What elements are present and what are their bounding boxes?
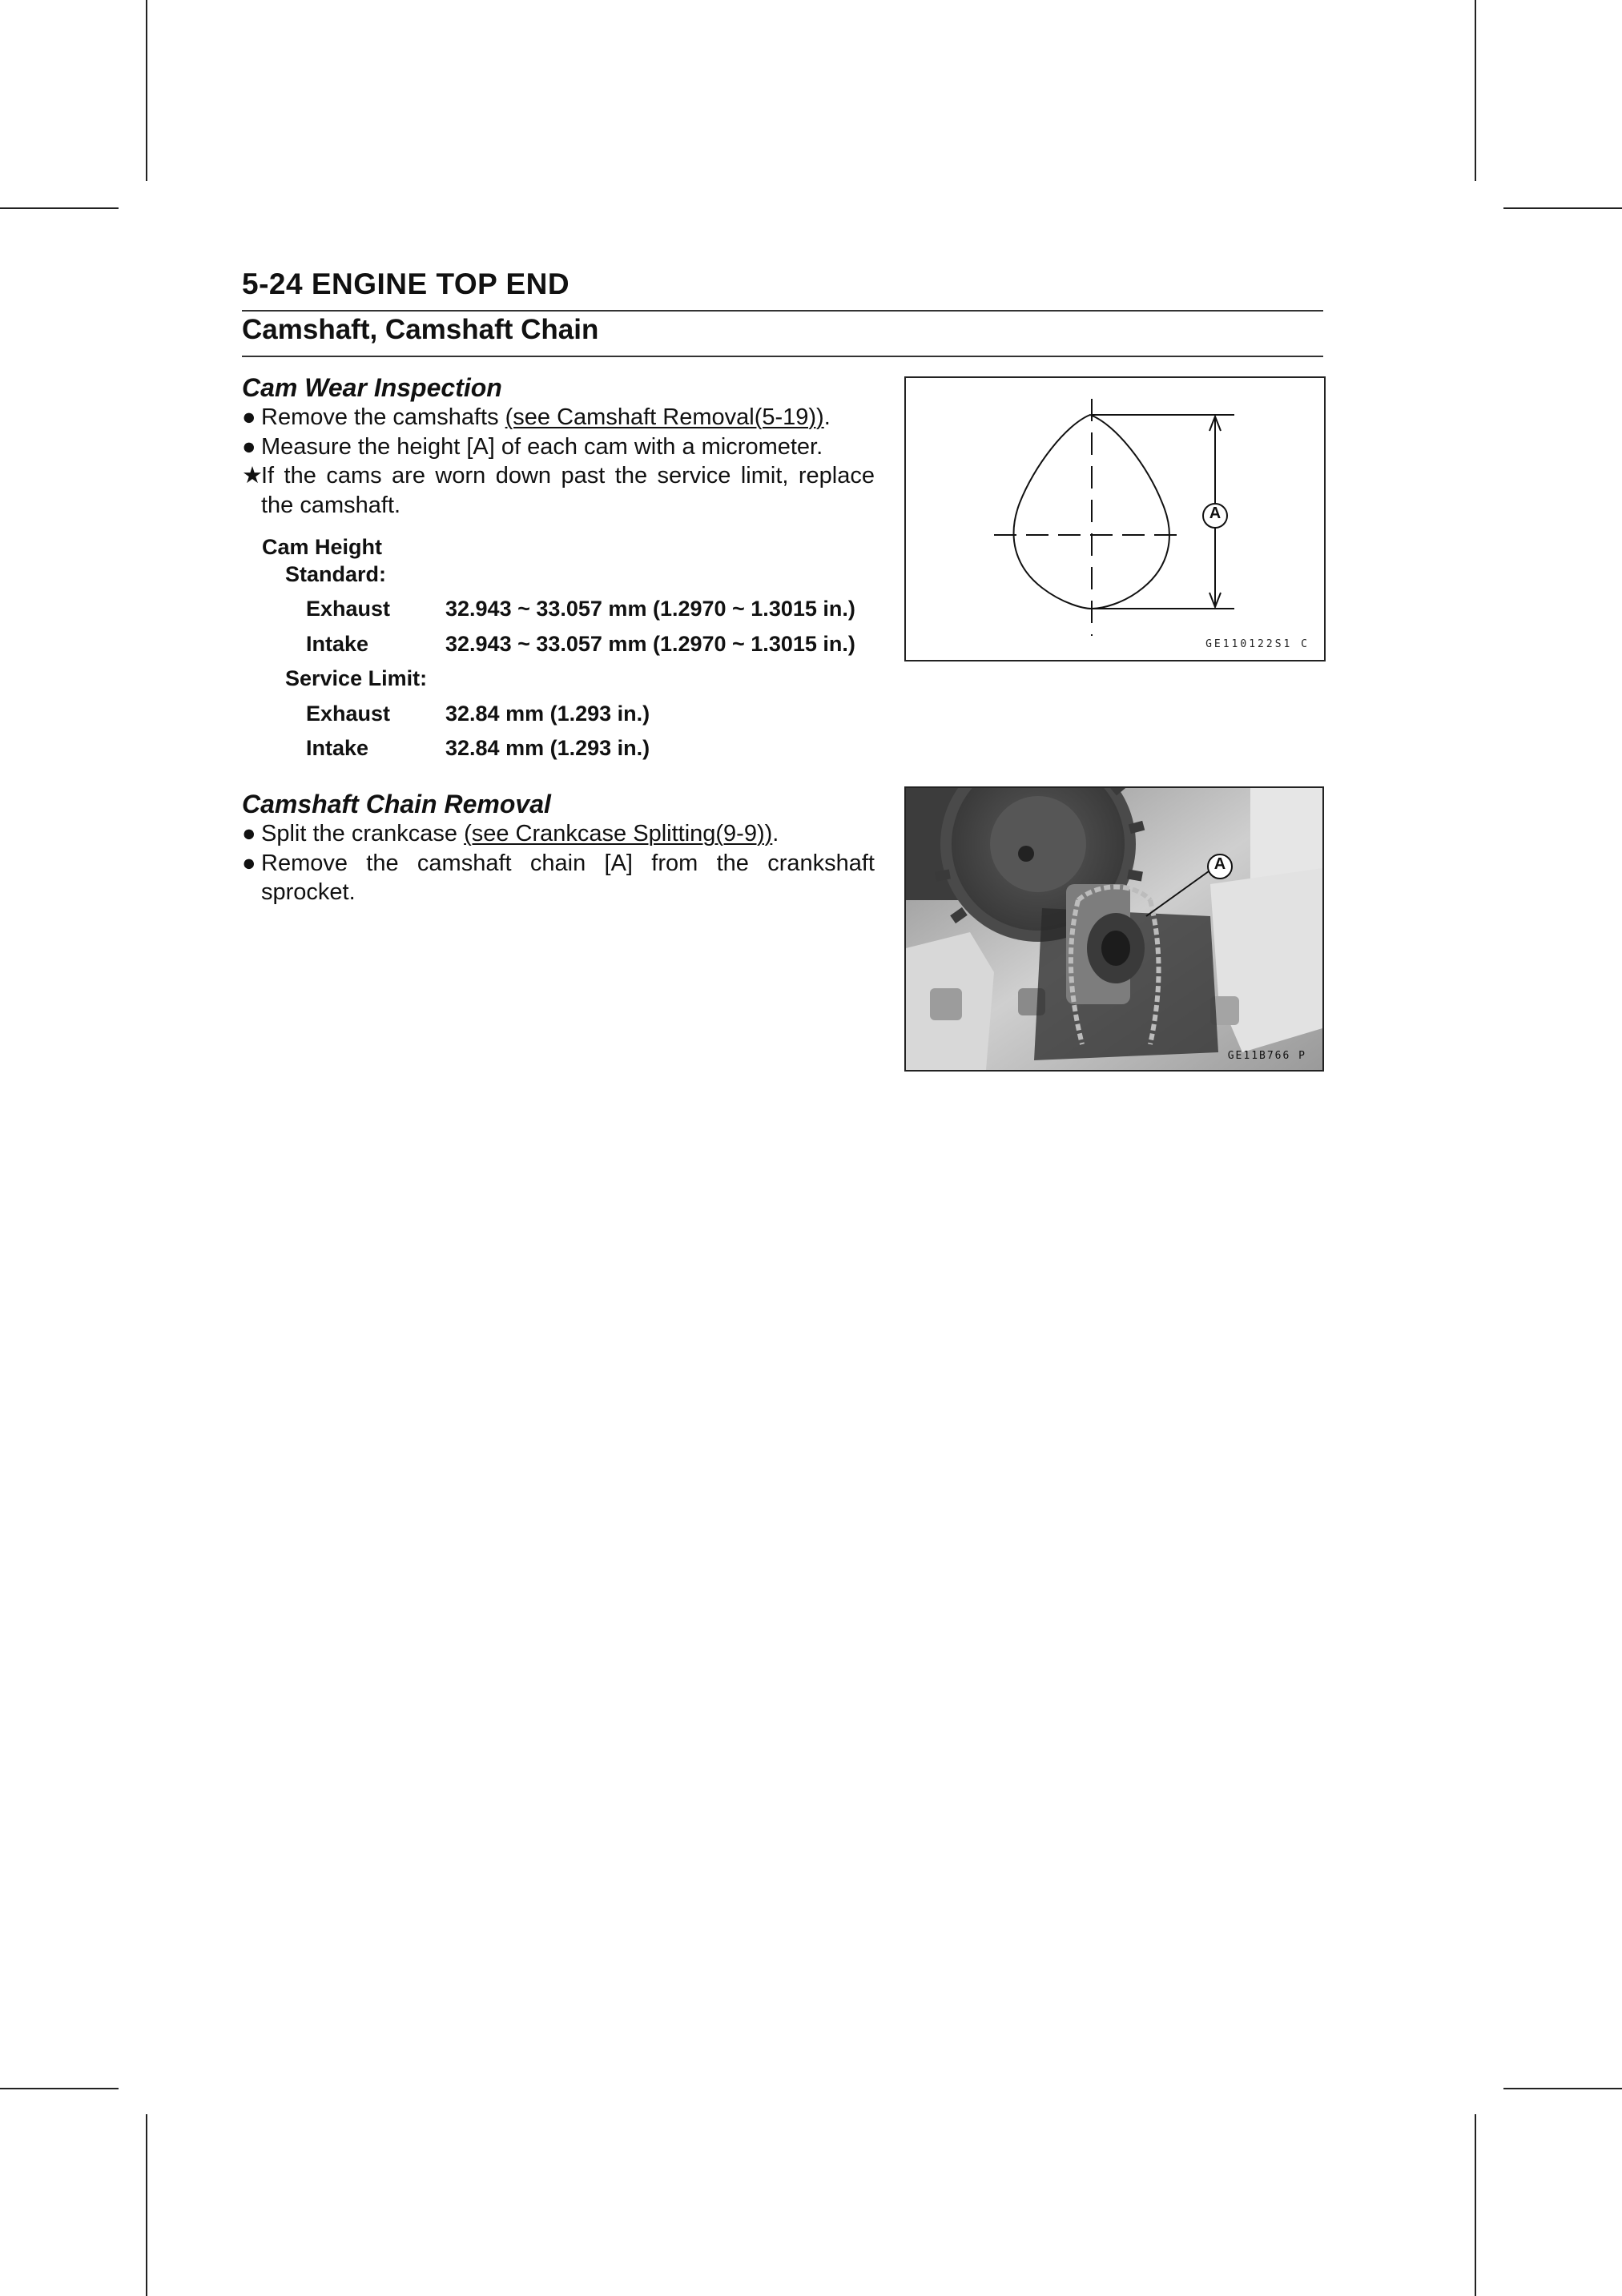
- crop-mark: [0, 2088, 119, 2089]
- list-item: ● Remove the camshaft chain [A] from the crankshaft sprocket.: [242, 850, 875, 905]
- list-item: ● Split the crankcase (see Crankcase Splitting(9-9)).: [242, 819, 875, 849]
- spec-title: Cam Height: [262, 535, 383, 559]
- crankcase-splitting-link[interactable]: (see Crankcase Splitting(9-9)): [464, 821, 773, 846]
- figure-code: GE110122S1 C: [1205, 638, 1310, 650]
- spec-row-value: 32.943 ~ 33.057 mm (1.2970 ~ 1.3015 in.): [445, 632, 855, 656]
- crop-mark: [1503, 2088, 1622, 2089]
- page-title: 5-24 ENGINE TOP END: [242, 267, 570, 300]
- cam-lobe-diagram: [906, 378, 1324, 660]
- crop-mark: [146, 0, 147, 181]
- spec-row-value: 32.943 ~ 33.057 mm (1.2970 ~ 1.3015 in.): [445, 597, 855, 621]
- spec-row-label: Intake: [306, 736, 369, 760]
- header-rule: [242, 310, 1323, 312]
- chain-removal-steps: [242, 819, 875, 907]
- camshaft-chain-photo: [904, 786, 1324, 1072]
- figure-label-a: A: [1209, 505, 1222, 522]
- list-item: ● Remove the camshafts (see Camshaft Removal(5-19)).: [242, 403, 875, 432]
- section-rule: [242, 356, 1323, 357]
- bullet-icon: ●: [242, 404, 256, 430]
- spec-row-value: 32.84 mm (1.293 in.): [445, 702, 650, 726]
- crop-mark: [146, 2114, 147, 2296]
- spec-limit-label: Service Limit:: [285, 666, 428, 690]
- engine-photo-illustration: [906, 788, 1322, 1070]
- cam-wear-heading: Cam Wear Inspection: [242, 373, 502, 402]
- crop-mark: [1503, 207, 1622, 209]
- bullet-icon: ●: [242, 821, 256, 846]
- star-icon: ★: [242, 463, 263, 489]
- bullet-icon: ●: [242, 433, 256, 460]
- spec-row-label: Exhaust: [306, 597, 391, 621]
- cam-height-figure: [904, 376, 1326, 661]
- list-item: ● Measure the height [A] of each cam with a micrometer.: [242, 432, 875, 462]
- cam-wear-steps: [242, 403, 875, 520]
- spec-row-value: 32.84 mm (1.293 in.): [445, 736, 650, 760]
- crop-mark: [0, 207, 119, 209]
- section-title: Camshaft, Camshaft Chain: [242, 314, 599, 345]
- spec-row-label: Intake: [306, 632, 369, 656]
- spec-standard-label: Standard:: [285, 562, 387, 586]
- bullet-icon: ●: [242, 850, 256, 876]
- chain-removal-heading: Camshaft Chain Removal: [242, 790, 551, 818]
- crop-mark: [1475, 2114, 1476, 2296]
- spec-row-label: Exhaust: [306, 702, 391, 726]
- camshaft-removal-link[interactable]: (see Camshaft Removal(5-19)): [505, 404, 824, 430]
- list-item: ★ If the cams are worn down past the service limit, replace the camshaft.: [242, 463, 875, 518]
- figure-code: GE11B766 P: [1227, 1050, 1306, 1062]
- figure-label-a: A: [1213, 855, 1226, 873]
- crop-mark: [1475, 0, 1476, 181]
